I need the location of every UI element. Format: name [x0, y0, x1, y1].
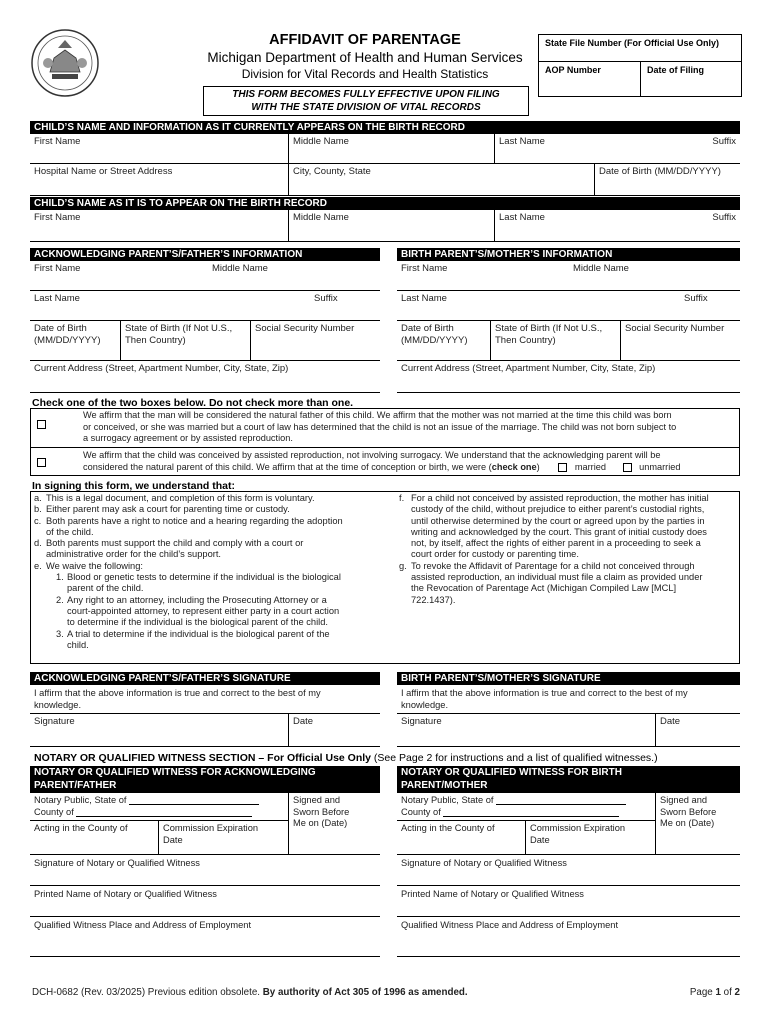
- state-file-number-label: State File Number (For Official Use Only): [545, 38, 720, 48]
- list-item: [34, 561, 389, 572]
- child-current-header: CHILD’S NAME AND INFORMATION AS IT CURRENTLY APPEARS ON THE BIRTH RECORD: [30, 121, 740, 134]
- father-info-header: ACKNOWLEDGING PARENT’S/FATHER’S INFORMATION: [30, 248, 380, 261]
- mother-notary-state-field[interactable]: Notary Public, State of: [401, 795, 626, 805]
- list-item-text: court-appointed attorney, to represent either party in a court action: [67, 605, 340, 616]
- father-address-row: [30, 361, 380, 393]
- list-item-text: administrative order for the child’s support.: [46, 549, 222, 560]
- division-name: Division for Vital Records and Health Statistics: [241, 67, 489, 81]
- mother-signature-row: [397, 713, 740, 747]
- form-footer: DCH-0682 (Rev. 03/2025) Previous edition obsolete. By authority of Act 305 of 1996 as amended.: [32, 987, 468, 998]
- mother-first-name-field[interactable]: First Name: [401, 263, 448, 274]
- check-instruction: Check one of the two boxes below. Do not check more than one.: [32, 397, 354, 409]
- father-state-of-birth-field[interactable]: State of Birth (If Not U.S., Then Country): [120, 321, 250, 360]
- married-checkbox[interactable]: [558, 463, 567, 472]
- father-ssn-field[interactable]: Social Security Number: [250, 321, 380, 360]
- father-witness-signature-row[interactable]: Signature of Notary or Qualified Witness: [30, 855, 380, 886]
- list-item: [34, 538, 389, 561]
- child-current-name-row: [30, 134, 740, 164]
- father-notary-state-field[interactable]: Notary Public, State of: [34, 795, 259, 805]
- father-acting-county-field[interactable]: Acting in the County of: [34, 823, 128, 833]
- mother-acting-county-field[interactable]: Acting in the County of: [401, 823, 495, 833]
- list-item-text: of the child.: [46, 526, 94, 537]
- father-suffix-field[interactable]: Suffix: [314, 293, 338, 304]
- child-last-name-field[interactable]: Last Name: [494, 134, 704, 163]
- child-first-name-field[interactable]: First Name: [34, 136, 81, 147]
- list-item-label: e.: [34, 560, 42, 571]
- father-last-name-field[interactable]: Last Name: [34, 293, 80, 304]
- child-suffix-field[interactable]: Suffix: [712, 136, 736, 147]
- mother-witness-place-row[interactable]: Qualified Witness Place and Address of Employment: [397, 917, 740, 957]
- father-date-field[interactable]: Date: [288, 714, 380, 746]
- list-item: [34, 629, 389, 652]
- list-item-text: writing and acknowledged by the court. This grant of initial custody does: [411, 526, 707, 537]
- list-item-label: 3.: [56, 628, 64, 639]
- list-item-label: 2.: [56, 594, 64, 605]
- father-notary-header: NOTARY OR QUALIFIED WITNESS FOR ACKNOWLEDGING PARENT/FATHER: [30, 766, 380, 793]
- list-item: [34, 516, 389, 539]
- married-label: married: [574, 461, 606, 472]
- list-item: [34, 504, 389, 515]
- list-item-text: the Revocation of Parentage Act (Michigan Compiled Law [MCL]: [411, 583, 677, 594]
- mother-witness-printed-row[interactable]: Printed Name of Notary or Qualified Witness: [397, 886, 740, 917]
- mother-signature-header: BIRTH PARENT’S/MOTHER’S SIGNATURE: [397, 672, 740, 685]
- list-item-text: parent of the child.: [67, 583, 144, 594]
- option1-text: We affirm that the man will be considered the natural father of this child. We affirm that the mother was not married at the time this child was born or conceived, or she was married but a court of law has determined that the child is not an issue of the marriage. The child was not born subject to a surrogacy agreement or by assisted reproduction.: [83, 410, 677, 443]
- city-county-state-field[interactable]: City, County, State: [288, 164, 594, 195]
- father-witness-place-row[interactable]: Qualified Witness Place and Address of Employment: [30, 917, 380, 957]
- list-item-label: g.: [399, 560, 407, 571]
- father-notary-county-field[interactable]: County of: [34, 807, 252, 817]
- mother-name-row: [397, 261, 740, 291]
- father-sworn-date-field[interactable]: Signed and Sworn Before Me on (Date): [293, 795, 350, 828]
- mother-notary-block: [397, 793, 740, 855]
- list-item-text: A trial to determine if the individual is the biological parent of the: [67, 628, 330, 639]
- page-number: Page 1 of 2: [689, 987, 740, 998]
- mother-date-field[interactable]: Date: [655, 714, 740, 746]
- list-item: [34, 572, 389, 595]
- father-signature-header: ACKNOWLEDGING PARENT’S/FATHER’S SIGNATURE: [30, 672, 380, 685]
- list-item-label: 1.: [56, 572, 64, 583]
- list-item-label: a.: [34, 493, 42, 503]
- father-middle-name-field[interactable]: Middle Name: [212, 263, 268, 274]
- mother-witness-signature-row[interactable]: Signature of Notary or Qualified Witness: [397, 855, 740, 886]
- mother-notary-county-field[interactable]: County of: [401, 807, 619, 817]
- list-item-text: until otherwise determined by the court or agreed upon by the parties in: [411, 515, 705, 526]
- form-title: AFFIDAVIT OF PARENTAGE: [269, 32, 461, 48]
- option1-checkbox[interactable]: [37, 420, 46, 429]
- official-use-box: [538, 34, 742, 97]
- father-dob-field[interactable]: Date of Birth (MM/DD/YYYY): [34, 323, 101, 346]
- mother-sworn-date-field[interactable]: Signed and Sworn Before Me on (Date): [660, 795, 717, 828]
- unmarried-checkbox[interactable]: [623, 463, 632, 472]
- understand-left-list: [34, 493, 389, 651]
- understand-right-list: [399, 493, 739, 606]
- child-new-header: CHILD’S NAME AS IT IS TO APPEAR ON THE BIRTH RECORD: [30, 197, 740, 210]
- department-name: Michigan Department of Health and Human Services: [207, 50, 523, 65]
- list-item-text: This is a legal document, and completion of this form is voluntary.: [46, 493, 315, 503]
- aop-number-label: AOP Number: [545, 65, 601, 75]
- list-item-text: Both parents must support the child and comply with a court or: [46, 538, 304, 549]
- option2-text: We affirm that the child was conceived by assisted reproduction, not involving surrogacy. We understand that the acknowledging parent will be considered the natural parent of this child. We affirm that at the time of conception or birth, we were (check one) married unmarried: [83, 450, 681, 472]
- father-name-row: [30, 261, 380, 291]
- effective-notice: [203, 86, 529, 116]
- understand-box: [30, 491, 740, 664]
- list-item-label: d.: [34, 538, 42, 549]
- notary-section-title: NOTARY OR QUALIFIED WITNESS SECTION – For Official Use Only (See Page 2 for instructions and a list of qualified witnesses.): [34, 752, 658, 764]
- father-last-row: [30, 291, 380, 321]
- father-signature-row: [30, 713, 380, 747]
- list-item-text: Any right to an attorney, including the Prosecuting Attorney or a: [67, 594, 327, 605]
- list-item: [399, 561, 739, 606]
- list-item-text: court order for custody or parenting time.: [411, 549, 579, 560]
- list-item-text: Both parents have a right to notice and a hearing regarding the adoption: [46, 515, 343, 526]
- father-first-name-field[interactable]: First Name: [34, 263, 81, 274]
- list-item-label: f.: [399, 493, 405, 503]
- list-item-text: We waive the following:: [46, 560, 143, 571]
- mother-ssn-field[interactable]: Social Security Number: [620, 321, 740, 360]
- list-item-text: to determine if the individual is the biological parent of the child.: [67, 617, 328, 628]
- list-item-text: Either parent may ask a court for parenting time or custody.: [46, 504, 290, 515]
- list-item-text: To revoke the Affidavit of Parentage for a child not conceived through: [411, 560, 695, 571]
- mother-signature-field[interactable]: Signature: [401, 716, 442, 727]
- new-last-name-field[interactable]: Last Name: [494, 210, 704, 241]
- mother-notary-header: NOTARY OR QUALIFIED WITNESS FOR BIRTH PARENT/MOTHER: [397, 766, 740, 793]
- state-seal-icon: [28, 28, 102, 98]
- list-item-text: assisted reproduction, an individual must file a claim as provided under: [411, 572, 703, 583]
- list-item-text: Blood or genetic tests to determine if the individual is the biological: [67, 572, 341, 583]
- list-item: [34, 595, 389, 629]
- list-item-text: custody of the child, without prejudice to either parent’s custodial rights,: [411, 504, 705, 515]
- child-middle-name-field[interactable]: Middle Name: [288, 134, 494, 163]
- child-dob-field[interactable]: Date of Birth (MM/DD/YYYY): [594, 164, 740, 195]
- father-notary-block: [30, 793, 380, 855]
- date-of-filing-label: Date of Filing: [647, 65, 704, 75]
- mother-address-row: [397, 361, 740, 393]
- mother-last-name-field[interactable]: Last Name: [401, 293, 447, 304]
- mother-last-row: [397, 291, 740, 321]
- new-suffix-field[interactable]: Suffix: [712, 212, 736, 223]
- father-details-row: [30, 321, 380, 361]
- child-new-name-row: [30, 210, 740, 242]
- effective-notice-line2: WITH THE STATE DIVISION OF VITAL RECORDS: [251, 101, 481, 113]
- mother-commission-field[interactable]: Commission Expiration Date: [530, 823, 626, 845]
- list-item-label: c.: [34, 515, 42, 526]
- unmarried-label: unmarried: [639, 461, 681, 472]
- list-item: [399, 493, 739, 561]
- list-item-text: not, by itself, affect the rights of either parent in a proceeding to seek a: [411, 538, 701, 549]
- child-birth-info-row: [30, 164, 740, 196]
- father-address-field[interactable]: Current Address (Street, Apartment Number, City, State, Zip): [34, 363, 289, 374]
- list-item: [34, 493, 389, 504]
- option2-checkbox[interactable]: [37, 458, 46, 467]
- hospital-field[interactable]: Hospital Name or Street Address: [34, 166, 173, 177]
- check-options-box: [30, 408, 740, 476]
- new-middle-name-field[interactable]: Middle Name: [288, 210, 494, 241]
- mother-middle-name-field[interactable]: Middle Name: [573, 263, 629, 274]
- list-item-text: child.: [67, 639, 89, 650]
- list-item-text: For a child not conceived by assisted reproduction, the mother has initial: [411, 493, 709, 503]
- new-first-name-field[interactable]: First Name: [34, 212, 81, 223]
- father-signature-field[interactable]: Signature: [34, 716, 75, 727]
- mother-dob-field[interactable]: Date of Birth (MM/DD/YYYY): [401, 323, 468, 346]
- mother-state-of-birth-field[interactable]: State of Birth (If Not U.S., Then Country): [490, 321, 620, 360]
- father-affirm-text: I affirm that the above information is true and correct to the best of my knowledge.: [34, 688, 321, 710]
- mother-address-field[interactable]: Current Address (Street, Apartment Number, City, State, Zip): [401, 363, 656, 374]
- list-item-label: b.: [34, 504, 42, 515]
- list-item-text: 722.1437).: [411, 594, 456, 605]
- understand-heading: In signing this form, we understand that:: [32, 480, 236, 492]
- mother-details-row: [397, 321, 740, 361]
- father-witness-printed-row[interactable]: Printed Name of Notary or Qualified Witness: [30, 886, 380, 917]
- effective-notice-line1: THIS FORM BECOMES FULLY EFFECTIVE UPON FILING: [232, 89, 500, 100]
- mother-suffix-field[interactable]: Suffix: [684, 293, 708, 304]
- mother-info-header: BIRTH PARENT’S/MOTHER’S INFORMATION: [397, 248, 740, 261]
- father-commission-field[interactable]: Commission Expiration Date: [163, 823, 259, 845]
- mother-affirm-text: I affirm that the above information is true and correct to the best of my knowledge.: [401, 688, 688, 710]
